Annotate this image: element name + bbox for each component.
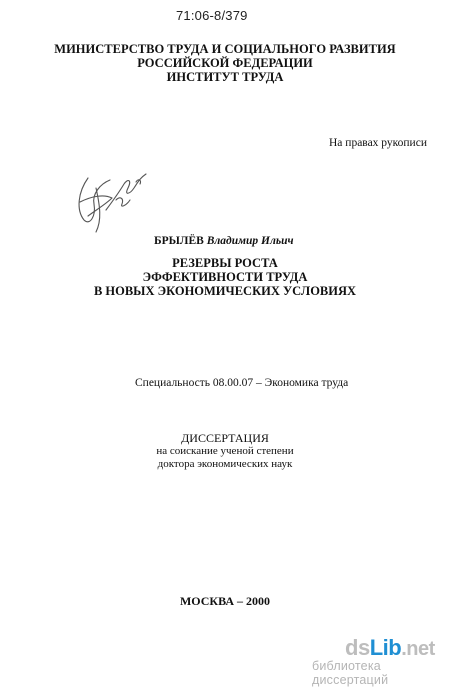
ministry-line-3: ИНСТИТУТ ТРУДА <box>166 70 284 84</box>
handwritten-signature <box>66 158 156 238</box>
ministry-line-1: МИНИСТЕРСТВО ТРУДА И СОЦИАЛЬНОГО РАЗВИТИЯ <box>54 42 396 56</box>
title-line-2: ЭФФЕКТИВНОСТИ ТРУДА <box>142 270 308 284</box>
city-year: МОСКВА – 2000 <box>179 594 271 608</box>
dissertation-type: ДИССЕРТАЦИЯ <box>181 431 269 445</box>
logo-net: .net <box>401 638 435 660</box>
logo-ds: ds <box>345 635 370 660</box>
logo-lib: Lib <box>369 635 402 660</box>
author-line <box>154 235 294 247</box>
title-line-3: В НОВЫХ ЭКОНОМИЧЕСКИХ УСЛОВИЯХ <box>93 284 357 298</box>
dissertation-purpose-1: на соискание ученой степени <box>156 445 294 457</box>
dissertation-purpose-2: доктора экономических наук <box>157 458 293 470</box>
catalog-number: 71:06-8/379 <box>176 8 248 23</box>
dissertation-block <box>0 432 450 471</box>
watermark-subtitle: библиотека диссертаций <box>312 659 389 687</box>
author-surname: БРЫЛЁВ <box>154 235 204 247</box>
ministry-header <box>0 42 450 84</box>
dslib-logo[interactable] <box>345 635 435 661</box>
title-line-1: РЕЗЕРВЫ РОСТА <box>172 256 278 270</box>
specialty: Специальность 08.00.07 – Экономика труда <box>135 377 349 389</box>
ministry-line-2: РОССИЙСКОЙ ФЕДЕРАЦИИ <box>137 56 313 70</box>
rights-note: На правах рукописи <box>329 137 427 149</box>
author-name: Владимир Ильич <box>206 235 294 247</box>
thesis-title <box>0 256 450 298</box>
